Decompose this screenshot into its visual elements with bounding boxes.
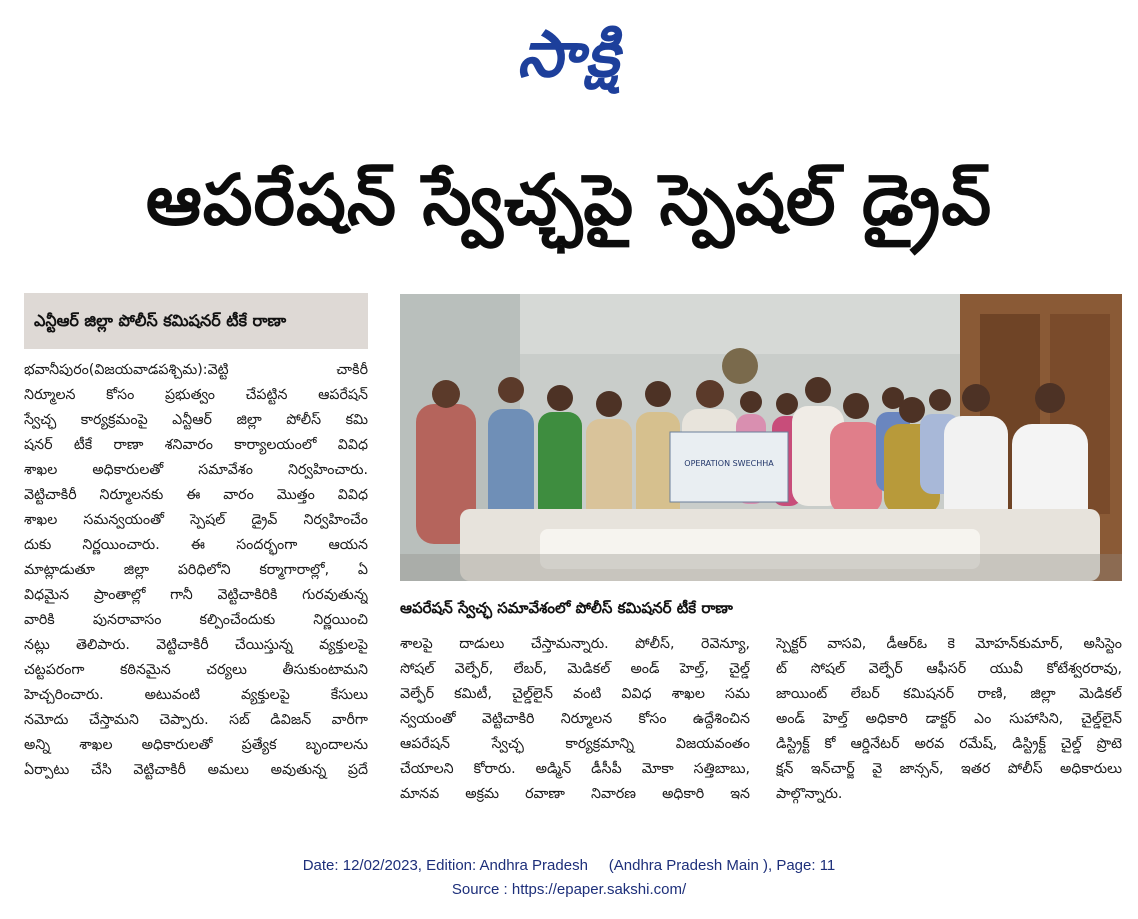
article-column-2: [400, 632, 750, 807]
text-line: సోషల్ వెల్ఫేర్, లేబర్, మెడికల్ అండ్ హెల్త్, చైల్డ్: [400, 661, 750, 677]
logo-text: సాక్షి: [517, 18, 621, 92]
meeting-photo-illustration: [400, 294, 1122, 581]
article-column-3: [776, 632, 1122, 807]
article-column-1: [24, 358, 368, 783]
text-line: మాట్లాడుతూ జిల్లా పరిధిలోని కర్మాగారాల్లో, ఏ: [24, 562, 368, 578]
text-line: వెల్ఫేర్ కమిటీ, చైల్డ్‌లైన్ వంటి వివిధ శాఖల సమ: [400, 686, 750, 702]
text-line: నట్లు తెలిపారు. వెట్టిచాకిరీ చేయిస్తున్న వ్యక్తులపై: [24, 637, 368, 653]
article-subheadline: ఎన్టీఆర్ జిల్లా పోలీస్ కమిషనర్ టీకే రాణా: [24, 293, 368, 349]
text-line: డిస్ట్రిక్ట్ కో ఆర్డినేటర్ అరవ రమేష్, డిస్ట్రిక్ట్ చైల్డ్ ప్రొటె: [776, 736, 1122, 752]
text-line: విధమైన ప్రాంతాల్లో గానీ వెట్టిచాకిరికి గురవుతున్న: [24, 587, 368, 603]
text-line: పాల్గొన్నారు.: [776, 786, 843, 802]
text-line: స్పెక్టర్ వాసవి, డీఆర్‌ఓ కె మోహన్‌కుమార్, అసిస్టెం: [776, 636, 1122, 652]
article-headline: ఆపరేషన్ స్వేచ్ఛపై స్పెషల్ డ్రైవ్: [145, 159, 993, 241]
text-line: అన్ని శాఖల అధికారులతో ప్రత్యేక బృందాలను: [24, 737, 368, 753]
text-line: న్వయంతో వెట్టిచాకిరి నిర్మూలన కోసం ఉద్దేశించిన: [400, 711, 750, 727]
article-photo: [400, 294, 1122, 581]
edition-info: Date: 12/02/2023, Edition: Andhra Pradesh (Andhra Pradesh Main ), Page: 11: [302, 857, 836, 874]
text-line: భవానీపురం(విజయవాడపశ్చిమ):వెట్టి చాకిరీ: [24, 362, 368, 378]
text-line: స్వేచ్ఛ కార్యక్రమంపై ఎన్టీఆర్ జిల్లా పోలీస్ కమి: [24, 412, 368, 428]
text-line: ట్ సోషల్ వెల్ఫేర్ ఆఫీసర్ యువీ కోటేశ్వరరావు,: [776, 661, 1122, 677]
text-line: వారికి పునరావాసం కల్పించేందుకు నిర్ణయించి: [24, 612, 368, 628]
text-line: షనర్ టీకే రాణా శనివారం కార్యాలయంలో వివిధ: [24, 437, 368, 453]
text-line: దుకు నిర్ణయించారు. ఈ సందర్భంగా ఆయన: [24, 537, 368, 553]
text-line: అండ్ హెల్త్ అధికారి డాక్టర్ ఎం సుహాసిని, చైల్డ్‌లైన్: [776, 711, 1122, 727]
newspaper-logo: [0, 18, 1138, 107]
text-line: వెట్టిచాకిరీ నిర్మూలనకు ఈ వారం మొత్తం వివిధ: [24, 487, 368, 503]
page-footer: [0, 854, 1138, 902]
photo-caption: ఆపరేషన్ స్వేచ్ఛ సమావేశంలో పోలీస్ కమిషనర్ టీకే రాణా: [400, 599, 733, 617]
text-line: ఏర్పాటు చేసి వెట్టిచాకిరీ అమలు అవుతున్న ప్రదే: [24, 762, 368, 778]
source-link[interactable]: Source : https://epaper.sakshi.com/: [451, 881, 687, 898]
text-line: జాయింట్ లేబర్ కమిషనర్ రాణి, జిల్లా మెడికల్: [776, 686, 1122, 702]
text-line: ఆపరేషన్ స్వేచ్ఛ కార్యక్రమాన్ని విజయవంతం: [400, 736, 750, 752]
text-line: నిర్మూలన కోసం ప్రభుత్వం చేపట్టిన ఆపరేషన్: [24, 387, 368, 403]
photo-banner-text: OPERATION SWECHHA: [684, 459, 774, 468]
text-line: చట్టపరంగా కఠినమైన చర్యలు తీసుకుంటామని: [24, 662, 368, 678]
text-line: శాఖల సమన్వయంతో స్పెషల్ డ్రైవ్ నిర్వహించేం: [24, 512, 368, 528]
text-line: హెచ్చరించారు. అటువంటి వ్యక్తులపై కేసులు: [24, 687, 368, 703]
text-line: చేయాలని కోరారు. అడ్మిన్ డీసీపీ మోకా సత్తిబాబు,: [400, 761, 750, 777]
text-line: మానవ అక్రమ రవాణా నివారణ అధికారి ఇన: [400, 786, 750, 802]
text-line: క్షన్ ఇన్‌చార్జ్ వై జాన్సన్, ఇతర పోలీస్ అధికారులు: [776, 761, 1122, 777]
text-line: శాలపై దాడులు చేస్తామన్నారు. పోలీస్, రెవెన్యూ,: [400, 636, 750, 652]
text-line: నమోదు చేస్తామని చెప్పారు. సబ్ డివిజన్ వారీగా: [24, 712, 368, 728]
text-line: శాఖల అధికారులతో సమావేశం నిర్వహించారు.: [24, 462, 368, 478]
